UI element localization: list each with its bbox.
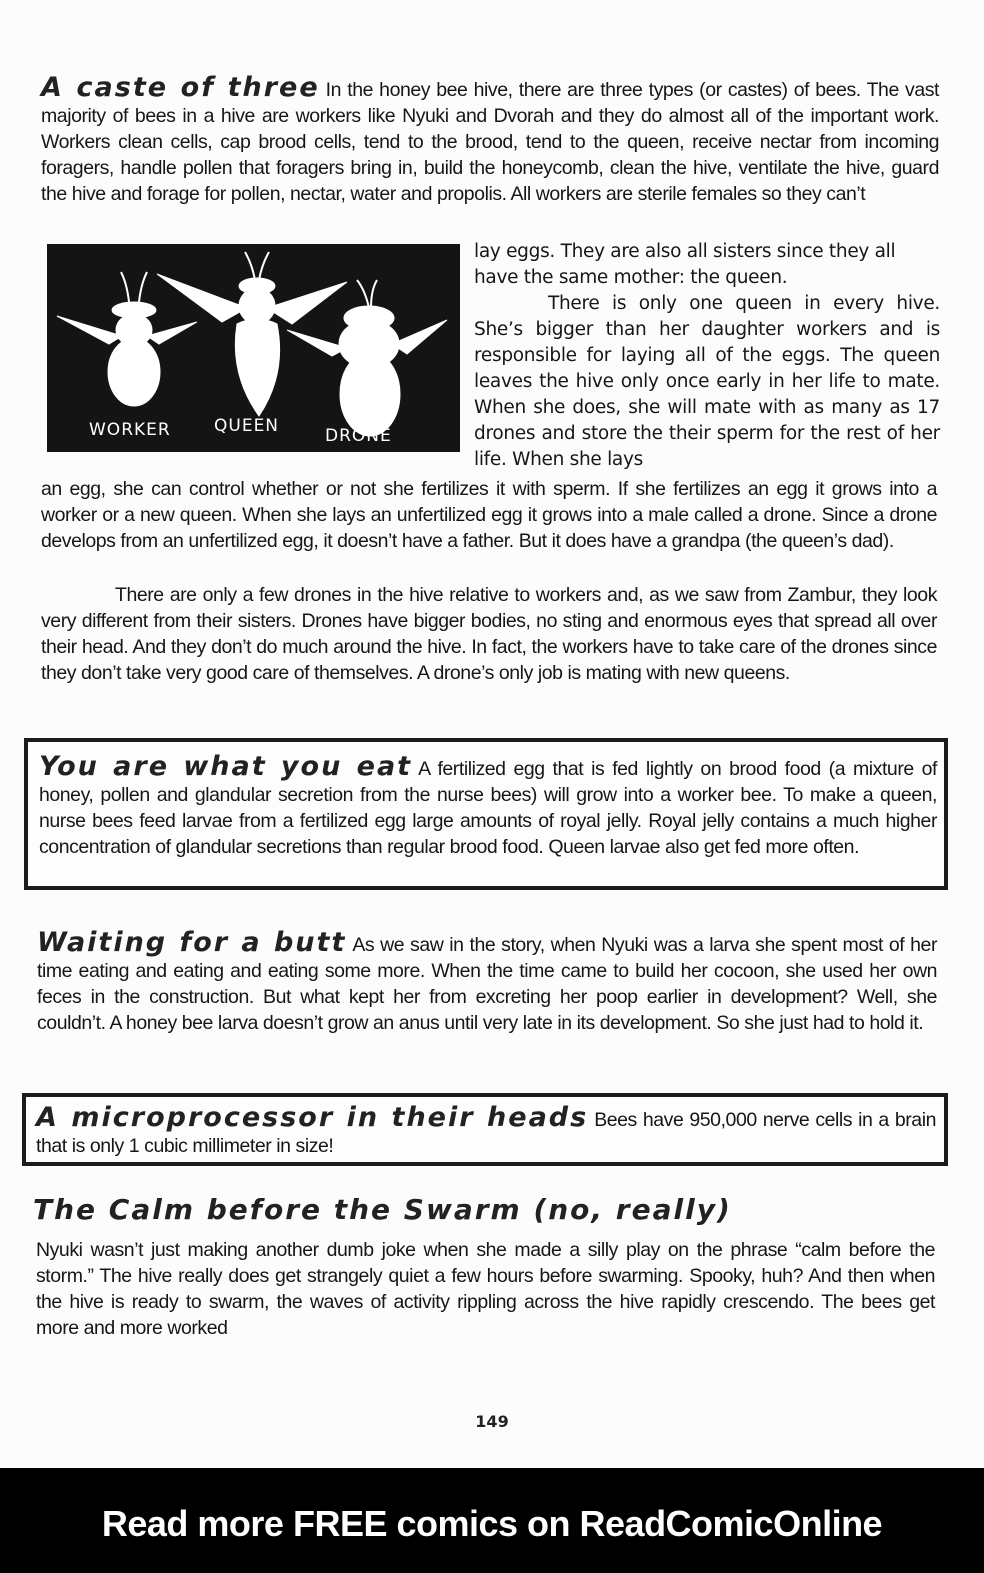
caste-side-text-1-content: lay eggs. They are also all sisters since they all have the same mother: the queen. <box>474 241 896 288</box>
section-swarm-heading <box>33 1193 933 1226</box>
section-heading-butt: Waiting for a butt <box>37 927 347 958</box>
caste-side-text-2 <box>474 291 940 473</box>
section-heading-eat: You are what you eat <box>39 751 413 782</box>
section-heading-brain: A microprocessor in their heads <box>36 1102 589 1133</box>
figure-label-drone: DRONE <box>325 426 392 446</box>
butt-body-text: As we saw in the story, when Nyuki was a larva she spent most of her time eating and eating and eating some more. When the time came to build her cocoon, she used her own feces in the construction. But what kept her from excreting her poop earlier in development? Well, she couldn’t. A honey bee larva doesn’t grow an anus until very late in its development. So she just had to hold it. <box>37 934 937 1034</box>
drones-paragraph <box>41 582 937 686</box>
eat-body-text: A fertilized egg that is fed lightly on brood food (a mixture of honey, pollen and glandular secretion from the nurse bees) will grow into a worker bee. To make a queen, nurse bees feed larvae from a fertilized egg large amounts of royal jelly. Royal jelly contains a much higher concentration of glandular secretions than regular brood food. Queen larvae also get fed more often. <box>39 758 938 858</box>
caste-continuation <box>41 476 937 554</box>
section-caste-intro <box>41 72 939 207</box>
section-swarm <box>36 1237 935 1341</box>
swarm-body-text: Nyuki wasn’t just making another dumb joke when she made a silly play on the phrase “calm before the storm.” The hive really does get strangely quiet a few hours before swarming. Spooky, huh? And then when the hive is ready to swarm, the waves of activity rippling across the hive rapidly crescendo. The bees get more and more worked <box>36 1239 935 1339</box>
figure-label-worker: WORKER <box>89 420 171 440</box>
figure-label-queen: QUEEN <box>214 416 280 436</box>
bee-castes-illustration <box>47 244 460 452</box>
caste-side-text-1 <box>474 239 919 291</box>
drones-paragraph-text: There are only a few drones in the hive relative to workers and, as we saw from Zambur, they look very different from their sisters. Drones have bigger bodies, no sting and enormous eyes that spread all over their head. And they don’t do much around the hive. In fact, the workers have to take care of the drones since they don’t take very good care of themselves. A drone’s only job is mating with new queens. <box>41 584 937 684</box>
promo-banner[interactable] <box>0 1468 984 1573</box>
caste-side-text-2-content: There is only one queen in every hive. She’s bigger than her daughter workers and is responsible for laying all of the eggs. The queen leaves the hive only once early in her life to mate. When she does, she will mate with as many as 17 drones and store the their sperm for the rest of her life. When she lays <box>474 293 940 470</box>
section-brain <box>36 1102 936 1159</box>
brain-body-text: Bees have 950,000 nerve cells in a brain that is only 1 cubic millimeter in size! <box>36 1109 936 1157</box>
section-heading-caste: A caste of three <box>41 72 320 103</box>
promo-banner-text[interactable]: Read more FREE comics on ReadComicOnline <box>101 1502 883 1544</box>
section-heading-swarm: The Calm before the Swarm (no, really) <box>33 1193 732 1226</box>
section-eat <box>39 751 938 860</box>
section-butt <box>37 927 937 1036</box>
page-number: 149 <box>475 1412 509 1431</box>
caste-intro-text: In the honey bee hive, there are three types (or castes) of bees. The vast majority of bees in a hive are workers like Nyuki and Dvorah and they do almost all of the important work. Workers clean cells, cap brood cells, tend to the brood, tend to the queen, receive nectar from incoming foragers, handle pollen that foragers bring in, build the honeycomb, clean the hive, ventilate the hive, guard the hive and forage for pollen, nectar, water and propolis. All workers are sterile females so they can’t <box>41 79 939 205</box>
caste-continuation-text: an egg, she can control whether or not she fertilizes it with sperm. If she fertilizes an egg it grows into a worker or a new queen. When she lays an unfertilized egg it grows into a male called a drone. Since a drone develops from an unfertilized egg, it doesn’t have a father. But it does have a grandpa (the queen’s dad). <box>41 478 937 552</box>
